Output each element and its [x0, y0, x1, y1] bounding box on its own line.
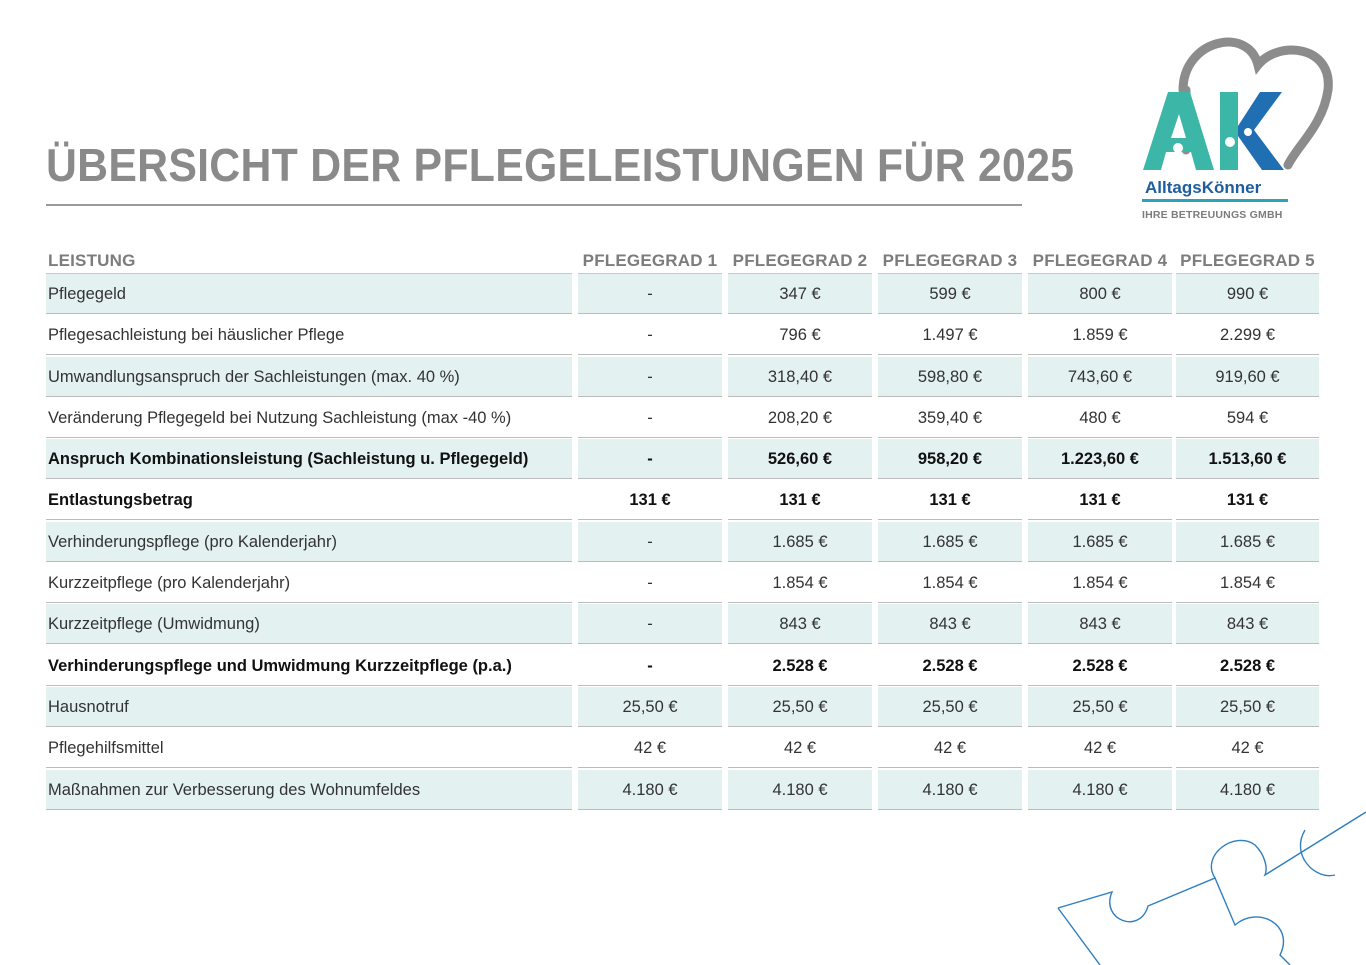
table-cell: 1.513,60 € [1176, 439, 1319, 479]
table-cell: 1.685 € [728, 522, 872, 562]
table-cell: 843 € [1028, 604, 1172, 644]
table-cell: 25,50 € [1176, 687, 1319, 727]
table-cell: 919,60 € [1176, 357, 1319, 397]
row-label: Hausnotruf [46, 687, 572, 727]
table-cell: 990 € [1176, 274, 1319, 314]
table-cell: 958,20 € [878, 439, 1022, 479]
row-label: Maßnahmen zur Verbesserung des Wohnumfeldes [46, 770, 572, 810]
table-cell: 843 € [878, 604, 1022, 644]
row-label: Verhinderungspflege und Umwidmung Kurzzeitpflege (p.a.) [46, 646, 572, 686]
logo-tagline: IHRE BETREUUNGS GMBH [1142, 209, 1283, 221]
table-cell: - [578, 274, 722, 314]
table-cell: 318,40 € [728, 357, 872, 397]
table-cell: - [578, 563, 722, 603]
table-cell: 1.497 € [878, 315, 1022, 355]
table-cell: 526,60 € [728, 439, 872, 479]
row-label: Entlastungsbetrag [46, 480, 572, 520]
table-cell: 599 € [878, 274, 1022, 314]
table-cell: - [578, 522, 722, 562]
row-label: Pflegesachleistung bei häuslicher Pflege [46, 315, 572, 355]
table-cell: 131 € [1176, 480, 1319, 520]
table-cell: 131 € [578, 480, 722, 520]
table-cell: 1.854 € [1176, 563, 1319, 603]
table-cell: 1.685 € [878, 522, 1022, 562]
table-cell: - [578, 398, 722, 438]
table-cell: 1.854 € [878, 563, 1022, 603]
table-cell: 359,40 € [878, 398, 1022, 438]
puzzle-decoration-icon [1050, 800, 1366, 965]
logo-wordmark: AlltagsKönner [1145, 178, 1262, 197]
page-title: ÜBERSICHT DER PFLEGELEISTUNGEN FÜR 2025 [46, 139, 1075, 191]
row-label: Veränderung Pflegegeld bei Nutzung Sachleistung (max -40 %) [46, 398, 572, 438]
table-cell: 1.223,60 € [1028, 439, 1172, 479]
table-cell: 42 € [1028, 728, 1172, 768]
table-cell: - [578, 646, 722, 686]
table-cell: 25,50 € [728, 687, 872, 727]
title-divider [46, 204, 1022, 206]
table-cell: 42 € [728, 728, 872, 768]
table-cell: 2.528 € [1028, 646, 1172, 686]
table-cell: 4.180 € [578, 770, 722, 810]
table-cell: 4.180 € [878, 770, 1022, 810]
table-cell: 42 € [578, 728, 722, 768]
table-cell: 25,50 € [1028, 687, 1172, 727]
table-cell: 2.528 € [728, 646, 872, 686]
table-cell: 480 € [1028, 398, 1172, 438]
row-label: Kurzzeitpflege (pro Kalenderjahr) [46, 563, 572, 603]
table-cell: 131 € [1028, 480, 1172, 520]
table-cell: 1.854 € [1028, 563, 1172, 603]
row-label: Pflegehilfsmittel [46, 728, 572, 768]
table-cell: 800 € [1028, 274, 1172, 314]
table-cell: 2.528 € [878, 646, 1022, 686]
table-cell: 743,60 € [1028, 357, 1172, 397]
row-label: Kurzzeitpflege (Umwidmung) [46, 604, 572, 644]
table-cell: 1.854 € [728, 563, 872, 603]
table-cell: 4.180 € [1028, 770, 1172, 810]
table-cell: 25,50 € [878, 687, 1022, 727]
table-cell: 2.528 € [1176, 646, 1319, 686]
table-cell: - [578, 315, 722, 355]
header-pflegegrad-4: PFLEGEGRAD 4 [1028, 248, 1172, 274]
table-cell: 4.180 € [1176, 770, 1319, 810]
table-cell: - [578, 439, 722, 479]
table-cell: 42 € [1176, 728, 1319, 768]
table-cell: 1.685 € [1028, 522, 1172, 562]
table-cell: 131 € [728, 480, 872, 520]
table-cell: 843 € [1176, 604, 1319, 644]
header-leistung: LEISTUNG [46, 248, 572, 274]
header-pflegegrad-1: PFLEGEGRAD 1 [578, 248, 722, 274]
table-cell: 1.859 € [1028, 315, 1172, 355]
table-cell: 1.685 € [1176, 522, 1319, 562]
row-label: Umwandlungsanspruch der Sachleistungen (max. 40 %) [46, 357, 572, 397]
row-label: Verhinderungspflege (pro Kalenderjahr) [46, 522, 572, 562]
table-cell: 42 € [878, 728, 1022, 768]
table-cell: 594 € [1176, 398, 1319, 438]
table-cell: 347 € [728, 274, 872, 314]
logo-underline [1142, 199, 1288, 202]
table-cell: 2.299 € [1176, 315, 1319, 355]
table-cell: - [578, 604, 722, 644]
header-pflegegrad-5: PFLEGEGRAD 5 [1176, 248, 1319, 274]
row-label: Anspruch Kombinationsleistung (Sachleistung u. Pflegegeld) [46, 439, 572, 479]
table-cell: 598,80 € [878, 357, 1022, 397]
table-cell: 208,20 € [728, 398, 872, 438]
table-cell: 4.180 € [728, 770, 872, 810]
table-cell: - [578, 357, 722, 397]
row-label: Pflegegeld [46, 274, 572, 314]
table-cell: 796 € [728, 315, 872, 355]
table-cell: 843 € [728, 604, 872, 644]
table-cell: 25,50 € [578, 687, 722, 727]
table-cell: 131 € [878, 480, 1022, 520]
header-pflegegrad-2: PFLEGEGRAD 2 [728, 248, 872, 274]
header-pflegegrad-3: PFLEGEGRAD 3 [878, 248, 1022, 274]
